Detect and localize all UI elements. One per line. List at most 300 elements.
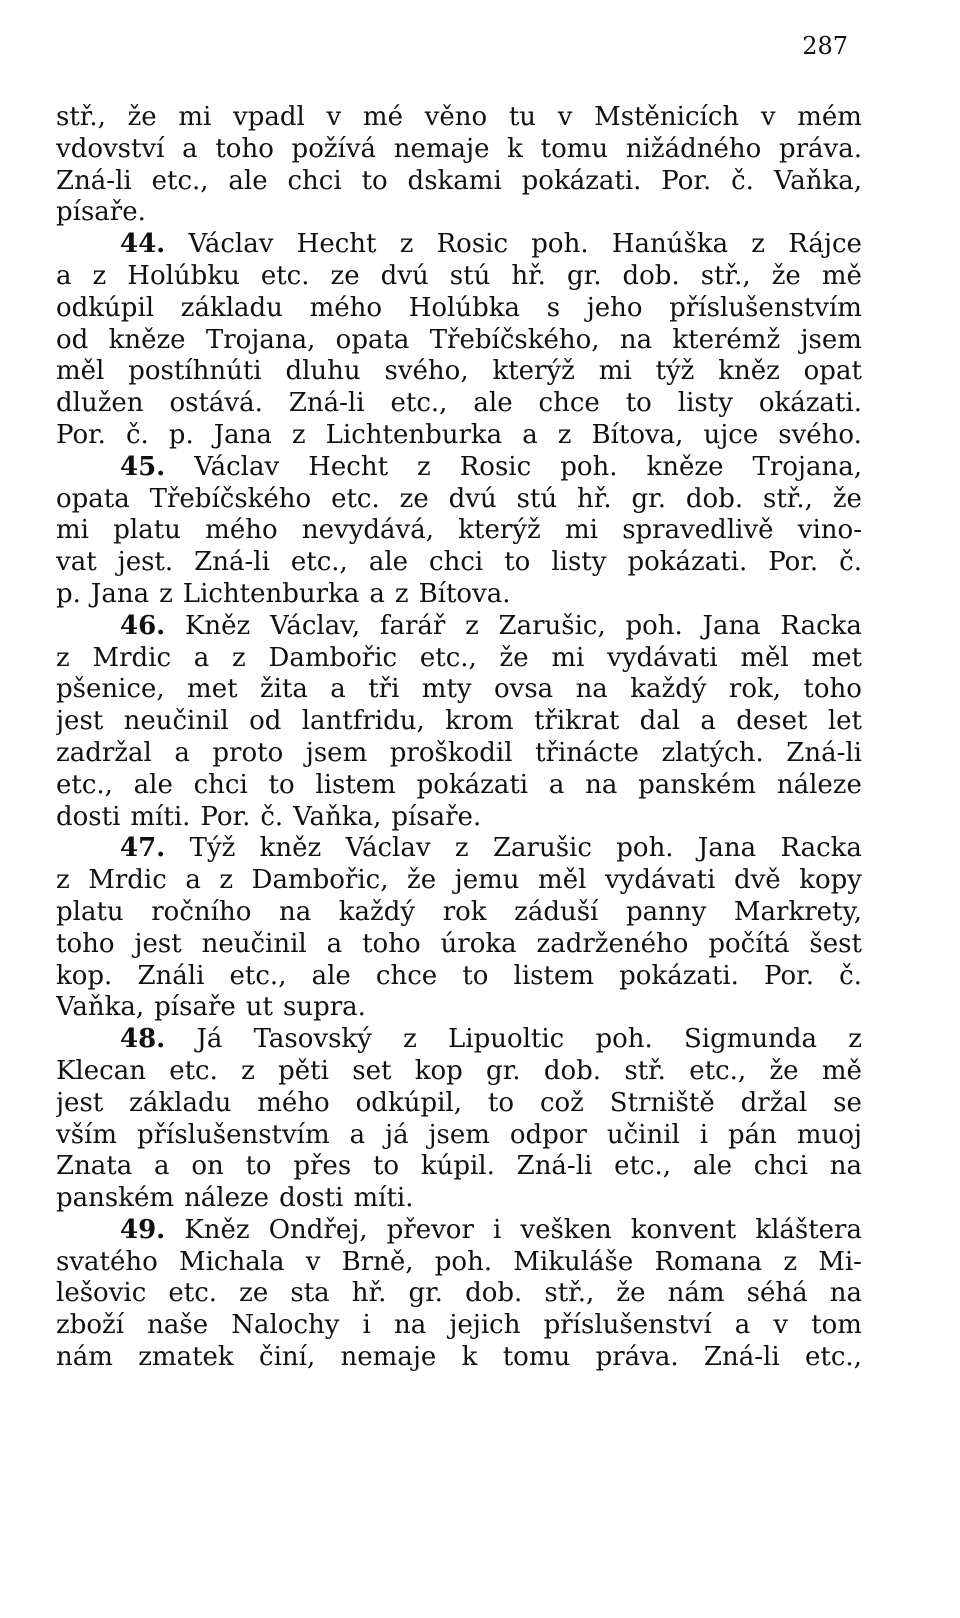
word: Týž	[189, 833, 236, 864]
word: gr.	[486, 1055, 521, 1086]
text-line	[56, 992, 862, 1024]
word: Holúbku	[127, 260, 240, 291]
word: vším	[56, 1119, 118, 1150]
word: panny	[625, 896, 707, 927]
word: okázati.	[758, 388, 862, 419]
word: mém	[797, 102, 862, 132]
word: poh.	[434, 1246, 493, 1277]
word: stř.,	[544, 1278, 595, 1309]
word: dvě	[733, 865, 781, 896]
text-line	[56, 547, 862, 579]
word: Hanúška	[611, 229, 729, 260]
word: a	[369, 578, 385, 609]
word: úroka	[440, 928, 517, 959]
word: nám	[56, 1342, 113, 1373]
word: č.	[731, 165, 754, 196]
word: písaře.	[56, 197, 146, 228]
word: to	[268, 769, 295, 800]
entry-number: 47.	[120, 833, 166, 864]
word: etc.,	[56, 769, 113, 800]
word: z	[557, 419, 572, 450]
word: Lipuoltic	[447, 1024, 565, 1055]
word: panském	[56, 1183, 175, 1214]
word: Kněz	[184, 610, 251, 641]
word: stř.,	[56, 102, 106, 132]
word: chci	[193, 769, 248, 800]
text-line	[56, 611, 862, 643]
word: ročního	[151, 896, 252, 927]
word: tu	[508, 102, 537, 132]
word: každý	[338, 896, 416, 927]
word: toho	[215, 133, 274, 164]
text-line	[56, 961, 862, 993]
word: séhá	[746, 1278, 808, 1309]
word: Michala	[178, 1246, 285, 1277]
word: Jana	[90, 578, 150, 609]
word: míti.	[353, 1183, 414, 1214]
word: Kněz	[184, 1214, 250, 1245]
text-line	[56, 1120, 862, 1152]
word: na	[393, 1310, 427, 1341]
word: nižádného	[625, 133, 762, 164]
word: základu	[129, 1087, 232, 1118]
text-line	[56, 579, 862, 611]
entry-number: 48.	[120, 1024, 166, 1055]
word: poh.	[616, 833, 674, 864]
text-line	[56, 1247, 862, 1279]
word: sta	[290, 1278, 330, 1309]
word: etc.,	[614, 1151, 672, 1182]
word: farář	[379, 610, 446, 641]
word: k	[461, 1342, 478, 1373]
word: na	[278, 896, 312, 927]
word: mého	[205, 515, 278, 546]
word: že	[769, 1055, 799, 1086]
text-line	[56, 738, 862, 770]
word: poh.	[625, 610, 683, 641]
word: s	[546, 292, 561, 323]
word: náleze	[184, 1183, 270, 1214]
word: gr.	[408, 1278, 443, 1309]
text-line	[56, 770, 862, 802]
word: p.	[168, 419, 194, 450]
word: písaře	[154, 992, 236, 1023]
word: pokázati	[416, 769, 529, 800]
text-line	[56, 1151, 862, 1183]
word: z	[454, 833, 469, 864]
word: odpor	[509, 1119, 587, 1150]
word: pokázati.	[627, 547, 748, 578]
word: kněze	[108, 324, 186, 355]
word: mé	[362, 102, 403, 132]
word: tři	[368, 674, 400, 705]
word: Por.	[764, 960, 814, 991]
word: k	[507, 133, 523, 164]
word: stř.,	[700, 260, 751, 291]
word: i	[699, 1119, 709, 1150]
word: zmatek	[138, 1342, 234, 1373]
word: měl	[538, 865, 587, 896]
word: dosti	[56, 801, 121, 832]
word: převor	[386, 1214, 474, 1245]
word: Zná-li	[786, 737, 862, 768]
word: kúpil.	[420, 1151, 495, 1182]
word: dob.	[543, 1055, 602, 1086]
word: naše	[147, 1310, 209, 1341]
word: jsem	[800, 324, 862, 355]
word: Václav,	[269, 610, 361, 641]
word: z	[56, 865, 70, 896]
word: ale	[692, 1151, 733, 1182]
word: ale	[473, 388, 513, 419]
word: svého.	[778, 419, 862, 450]
word: kopy	[799, 865, 862, 896]
word: a	[349, 1119, 366, 1150]
word: a	[326, 928, 343, 959]
word: jest	[134, 928, 182, 959]
word: počítá	[708, 928, 790, 959]
word: etc.	[260, 260, 310, 291]
word: Trojana,	[752, 451, 862, 482]
word: Romana	[654, 1246, 763, 1277]
word: svého,	[384, 356, 469, 387]
word: Jana	[697, 833, 757, 864]
word: i	[362, 1310, 371, 1341]
word: dob.	[685, 483, 744, 514]
word: vpadl	[233, 102, 305, 132]
word: kop	[414, 1055, 463, 1086]
word: z	[417, 451, 431, 482]
word: listy	[551, 547, 607, 578]
word: Holúbka	[408, 292, 521, 323]
word: chci	[287, 165, 342, 196]
word: Václav	[188, 229, 274, 260]
word: od	[249, 706, 282, 737]
word: vešken	[520, 1214, 612, 1245]
word: z	[399, 229, 414, 260]
word: což	[539, 1087, 584, 1118]
word: v	[773, 1310, 789, 1341]
word: č.	[260, 801, 284, 832]
word: Vaňka,	[293, 801, 382, 832]
word: Mstěnicích	[594, 102, 740, 132]
word: Rosic	[436, 229, 509, 260]
word: dlužen	[56, 388, 144, 419]
word: ze	[399, 483, 429, 514]
word: vat	[56, 547, 97, 578]
word: věno	[424, 102, 488, 132]
text-line	[56, 1024, 862, 1056]
word: neučinil	[201, 928, 307, 959]
word: etc.	[169, 1055, 218, 1086]
text-line	[56, 134, 862, 166]
word: Třebíčského,	[429, 324, 600, 355]
text-line	[56, 833, 862, 865]
word: měl	[56, 356, 105, 387]
word: Zarušic,	[498, 610, 606, 641]
word: Lichtenburka	[182, 578, 360, 609]
word: on	[191, 1151, 224, 1182]
word: let	[827, 706, 862, 737]
word: stú	[449, 260, 491, 291]
text-line	[56, 1278, 862, 1310]
word: Dambořic,	[251, 865, 389, 896]
word: etc.,	[229, 960, 287, 991]
word: jeho	[586, 292, 643, 323]
word: listem	[513, 960, 595, 991]
text-line	[56, 102, 862, 134]
word: tom	[811, 1310, 862, 1341]
word: toho	[362, 928, 421, 959]
word: kterýž	[458, 515, 541, 546]
word: a	[548, 769, 565, 800]
word: kněze	[646, 451, 724, 482]
word: mi	[178, 102, 212, 132]
word: Zná-li	[194, 547, 270, 578]
word: to	[625, 388, 652, 419]
word: práva.	[778, 133, 862, 164]
word: příslušenství	[543, 1310, 712, 1341]
word: základu	[180, 292, 283, 323]
word: Nalochy	[231, 1310, 340, 1341]
word: č.	[839, 547, 862, 578]
word: Mrdic	[92, 642, 172, 673]
word: příslušenstvím	[136, 1119, 330, 1150]
word: z	[465, 610, 479, 641]
word: Zná-li	[56, 165, 132, 196]
word: dskami	[407, 165, 502, 196]
word: od	[56, 324, 89, 355]
word: jest.	[117, 547, 174, 578]
word: v	[305, 1246, 321, 1277]
text-line	[56, 865, 862, 897]
word: etc.	[331, 483, 380, 514]
word: dvú	[380, 260, 429, 291]
word: a	[185, 865, 201, 896]
word: mi	[564, 515, 598, 546]
word: ze	[239, 1278, 269, 1309]
word: mě	[821, 260, 862, 291]
word: etc.,	[151, 165, 209, 196]
word: Sigmunda	[683, 1024, 818, 1055]
word: z	[56, 642, 70, 673]
word: ze	[330, 260, 360, 291]
word: a	[154, 1151, 170, 1182]
word: náleze	[776, 769, 862, 800]
body-text	[56, 102, 862, 1374]
word: v	[557, 102, 573, 132]
word: toho	[56, 928, 115, 959]
word: rok,	[728, 674, 781, 705]
word: kterémž	[672, 324, 781, 355]
word: z	[232, 642, 246, 673]
word: Bítova.	[418, 578, 511, 609]
word: nemaje	[393, 133, 490, 164]
text-line	[56, 643, 862, 675]
word: stú	[516, 483, 558, 514]
text-line	[56, 706, 862, 738]
word: a	[700, 706, 716, 737]
word: z	[241, 1055, 255, 1086]
word: Václav	[345, 833, 431, 864]
word: na	[619, 324, 653, 355]
word: kop.	[56, 960, 113, 991]
word: vydávati	[604, 865, 716, 896]
text-line	[56, 515, 862, 547]
word: stř.,	[763, 483, 813, 514]
word: lešovic	[56, 1278, 147, 1309]
word: to	[361, 165, 388, 196]
word: proškodil	[389, 737, 513, 768]
word: toho	[803, 674, 862, 705]
word: zboží	[56, 1310, 125, 1341]
word: Rosic	[459, 451, 532, 482]
text-line	[56, 229, 862, 261]
word: gr.	[631, 483, 667, 514]
word: Zná-li	[703, 1342, 780, 1373]
word: etc.,	[689, 1055, 747, 1086]
word: vydávati	[607, 642, 718, 673]
word: mi	[56, 515, 89, 546]
word: postíhnúti	[128, 356, 262, 387]
word: učinil	[606, 1119, 680, 1150]
word: pokázati.	[521, 165, 642, 196]
word: dosti	[279, 1183, 344, 1214]
word: Zná-li	[516, 1151, 593, 1182]
word: v	[326, 102, 342, 132]
word: zadržal	[56, 737, 152, 768]
word: práva.	[595, 1342, 679, 1373]
word: Jana	[702, 610, 761, 641]
entry-number: 46.	[120, 610, 166, 641]
word: Vaňka,	[773, 165, 862, 196]
word: a	[56, 260, 72, 291]
word: kněz	[718, 356, 780, 387]
text-line	[56, 197, 862, 229]
word: dluhu	[285, 356, 361, 387]
word: panském	[638, 769, 757, 800]
word: z	[751, 229, 765, 260]
word: to	[245, 1151, 272, 1182]
word: že	[832, 483, 862, 514]
word: mi	[598, 356, 632, 387]
text-line	[56, 674, 862, 706]
text-line	[56, 356, 862, 388]
word: poh.	[531, 229, 589, 260]
word: na	[829, 1151, 862, 1182]
word: deset	[736, 706, 808, 737]
text-line	[56, 293, 862, 325]
word: z	[394, 578, 409, 609]
word: etc.,	[290, 547, 348, 578]
word: třikrat	[533, 706, 620, 737]
text-line	[56, 325, 862, 357]
word: chce	[375, 960, 438, 991]
word: mty	[421, 674, 472, 705]
word: jemu	[454, 865, 520, 896]
word: Václav	[194, 451, 280, 482]
text-line	[56, 261, 862, 293]
word: platu	[56, 896, 124, 927]
word: já	[385, 1119, 409, 1150]
word: z	[291, 419, 306, 450]
word: p.	[56, 578, 81, 609]
word: činí,	[259, 1342, 316, 1373]
text-line	[56, 1342, 862, 1374]
word: že	[771, 260, 801, 291]
text-line	[56, 1215, 862, 1247]
entry-number: 45.	[120, 451, 166, 482]
word: Zarušic	[492, 833, 592, 864]
word: č.	[839, 960, 862, 991]
text-line	[56, 802, 862, 834]
word: č.	[125, 419, 149, 450]
word: etc.	[168, 1278, 218, 1309]
word: příslušenstvím	[669, 292, 862, 323]
word: Por.	[200, 801, 251, 832]
word: šest	[809, 928, 862, 959]
word: z	[219, 865, 234, 896]
word: Por.	[768, 547, 819, 578]
word: chci	[429, 547, 484, 578]
word: záduší	[514, 896, 599, 927]
word: a	[182, 133, 198, 164]
word: neučinil	[123, 706, 229, 737]
word: měl	[740, 642, 789, 673]
word: držal	[740, 1087, 808, 1118]
word: z	[92, 260, 107, 291]
word: na	[585, 769, 618, 800]
word: Zná-li	[288, 388, 365, 419]
word: opat	[803, 356, 862, 387]
word: hř.	[351, 1278, 387, 1309]
word: se	[833, 1087, 862, 1118]
word: mého	[257, 1087, 330, 1118]
text-line	[56, 1310, 862, 1342]
word: Mrdic	[88, 865, 167, 896]
word: pán	[728, 1119, 777, 1150]
word: hř.	[577, 483, 612, 514]
word: každý	[630, 674, 707, 705]
word: odkúpil	[56, 292, 155, 323]
entry-number: 44.	[120, 229, 166, 260]
word: ale	[311, 960, 351, 991]
text-line	[56, 1183, 862, 1215]
word: týž	[655, 356, 695, 387]
word: listem	[315, 769, 396, 800]
word: krom	[445, 706, 514, 737]
word: že	[407, 865, 437, 896]
word: opata	[335, 324, 410, 355]
text-line	[56, 1056, 862, 1088]
word: Por.	[661, 165, 712, 196]
word: že	[499, 642, 529, 673]
word: poh.	[560, 451, 618, 482]
word: Já	[196, 1024, 223, 1055]
word: vdovství	[56, 133, 165, 164]
word: a	[193, 642, 210, 673]
word: ut	[245, 992, 273, 1023]
word: dob.	[465, 1278, 523, 1309]
word: že	[127, 102, 157, 132]
word: zlatých.	[661, 737, 764, 768]
word: a	[734, 1310, 751, 1341]
word: Lichtenburka	[325, 419, 503, 450]
text-line	[56, 929, 862, 961]
word: Strniště	[609, 1087, 715, 1118]
word: supra.	[282, 992, 366, 1023]
word: tomu	[540, 133, 609, 164]
